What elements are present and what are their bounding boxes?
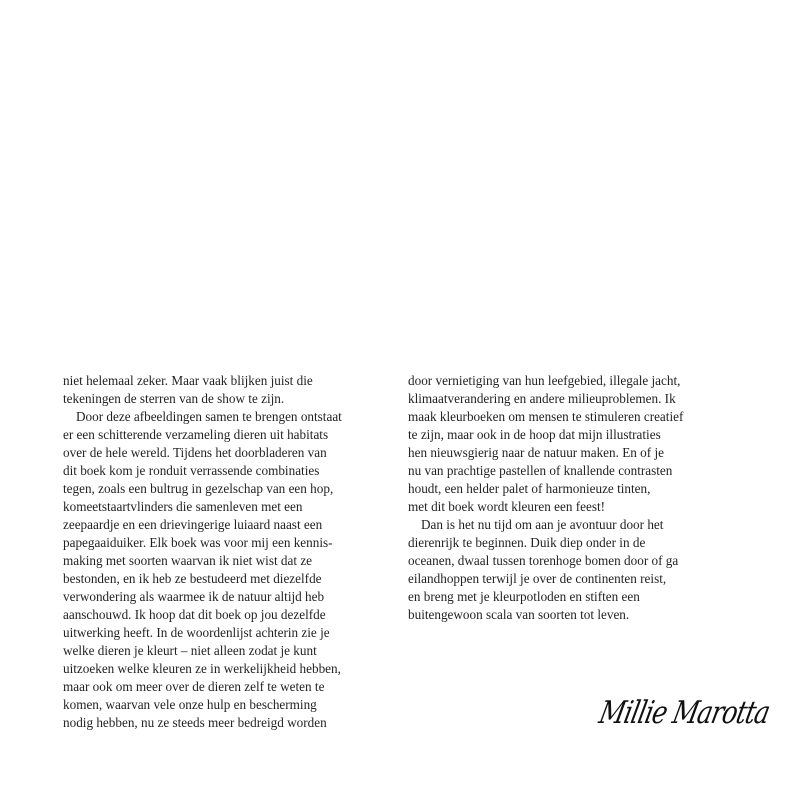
text-line: oceanen, dwaal tussen torenhoge bomen door of ga	[408, 553, 679, 568]
signature: Millie Marotta	[596, 694, 773, 731]
text-line: er een schitterende verzameling dieren uit habitats	[63, 427, 329, 442]
text-line: buitengewoon scala van soorten tot leven.	[408, 607, 630, 622]
text-line: verwondering als waarmee ik de natuur altijd heb	[63, 589, 325, 604]
text-line: making met soorten waarvan ik niet wist dat ze	[63, 553, 313, 568]
text-line: klimaatverandering en andere milieuproblemen. Ik	[408, 391, 676, 406]
text-line: bestonden, en ik heb ze bestudeerd met diezelfde	[63, 571, 322, 586]
text-column-left	[63, 372, 342, 732]
text-line: door vernietiging van hun leefgebied, illegale jacht,	[408, 373, 681, 388]
text-line: aanschouwd. Ik hoop dat dit boek op jou dezelfde	[63, 607, 326, 622]
text-line: nodig hebben, nu ze steeds meer bedreigd worden	[63, 715, 327, 730]
text-line: uitwerking heeft. In de woordenlijst achterin zie je	[63, 625, 330, 640]
text-line: papegaaiduiker. Elk boek was voor mij een kennis-	[63, 535, 333, 550]
text-line: welke dieren je kleurt – niet alleen zodat je kunt	[63, 643, 317, 658]
text-line: zeepaardje en een drievingerige luiaard naast een	[63, 517, 323, 532]
text-line: dierenrijk te beginnen. Duik diep onder in de	[408, 535, 646, 550]
text-line: tegen, zoals een bultrug in gezelschap van een hop,	[63, 481, 334, 496]
text-line: hen nieuwsgierig naar de natuur maken. En of je	[408, 445, 664, 460]
text-line: komen, waarvan vele onze hulp en bescherming	[63, 697, 317, 712]
text-line: dit boek kom je ronduit verrassende combinaties	[63, 463, 320, 478]
text-line: houdt, een helder palet of harmonieuze tinten,	[408, 481, 651, 496]
text-line: tekeningen de sterren van de show te zijn.	[63, 391, 285, 406]
text-line: komeetstaartvlinders die samenleven met een	[63, 499, 303, 514]
text-line: Dan is het nu tijd om aan je avontuur door het	[421, 517, 664, 532]
text-line: te zijn, maar ook in de hoop dat mijn illustraties	[408, 427, 661, 442]
text-line: en breng met je kleurpotloden en stiften een	[408, 589, 640, 604]
text-line: over de hele wereld. Tijdens het doorbladeren van	[63, 445, 327, 460]
text-line: uitzoeken welke kleuren ze in werkelijkheid hebben,	[63, 661, 341, 676]
text-line: nu van prachtige pastellen of knallende contrasten	[408, 463, 673, 478]
text-column-right	[408, 372, 683, 624]
text-line: niet helemaal zeker. Maar vaak blijken juist die	[63, 373, 313, 388]
text-line: maar ook om meer over de dieren zelf te weten te	[63, 679, 325, 694]
text-line: eilandhoppen terwijl je over de continenten reist,	[408, 571, 667, 586]
text-line: maak kleurboeken om mensen te stimuleren creatief	[408, 409, 684, 424]
text-line: Door deze afbeeldingen samen te brengen ontstaat	[76, 409, 342, 424]
text-line: met dit boek wordt kleuren een feest!	[408, 499, 606, 514]
